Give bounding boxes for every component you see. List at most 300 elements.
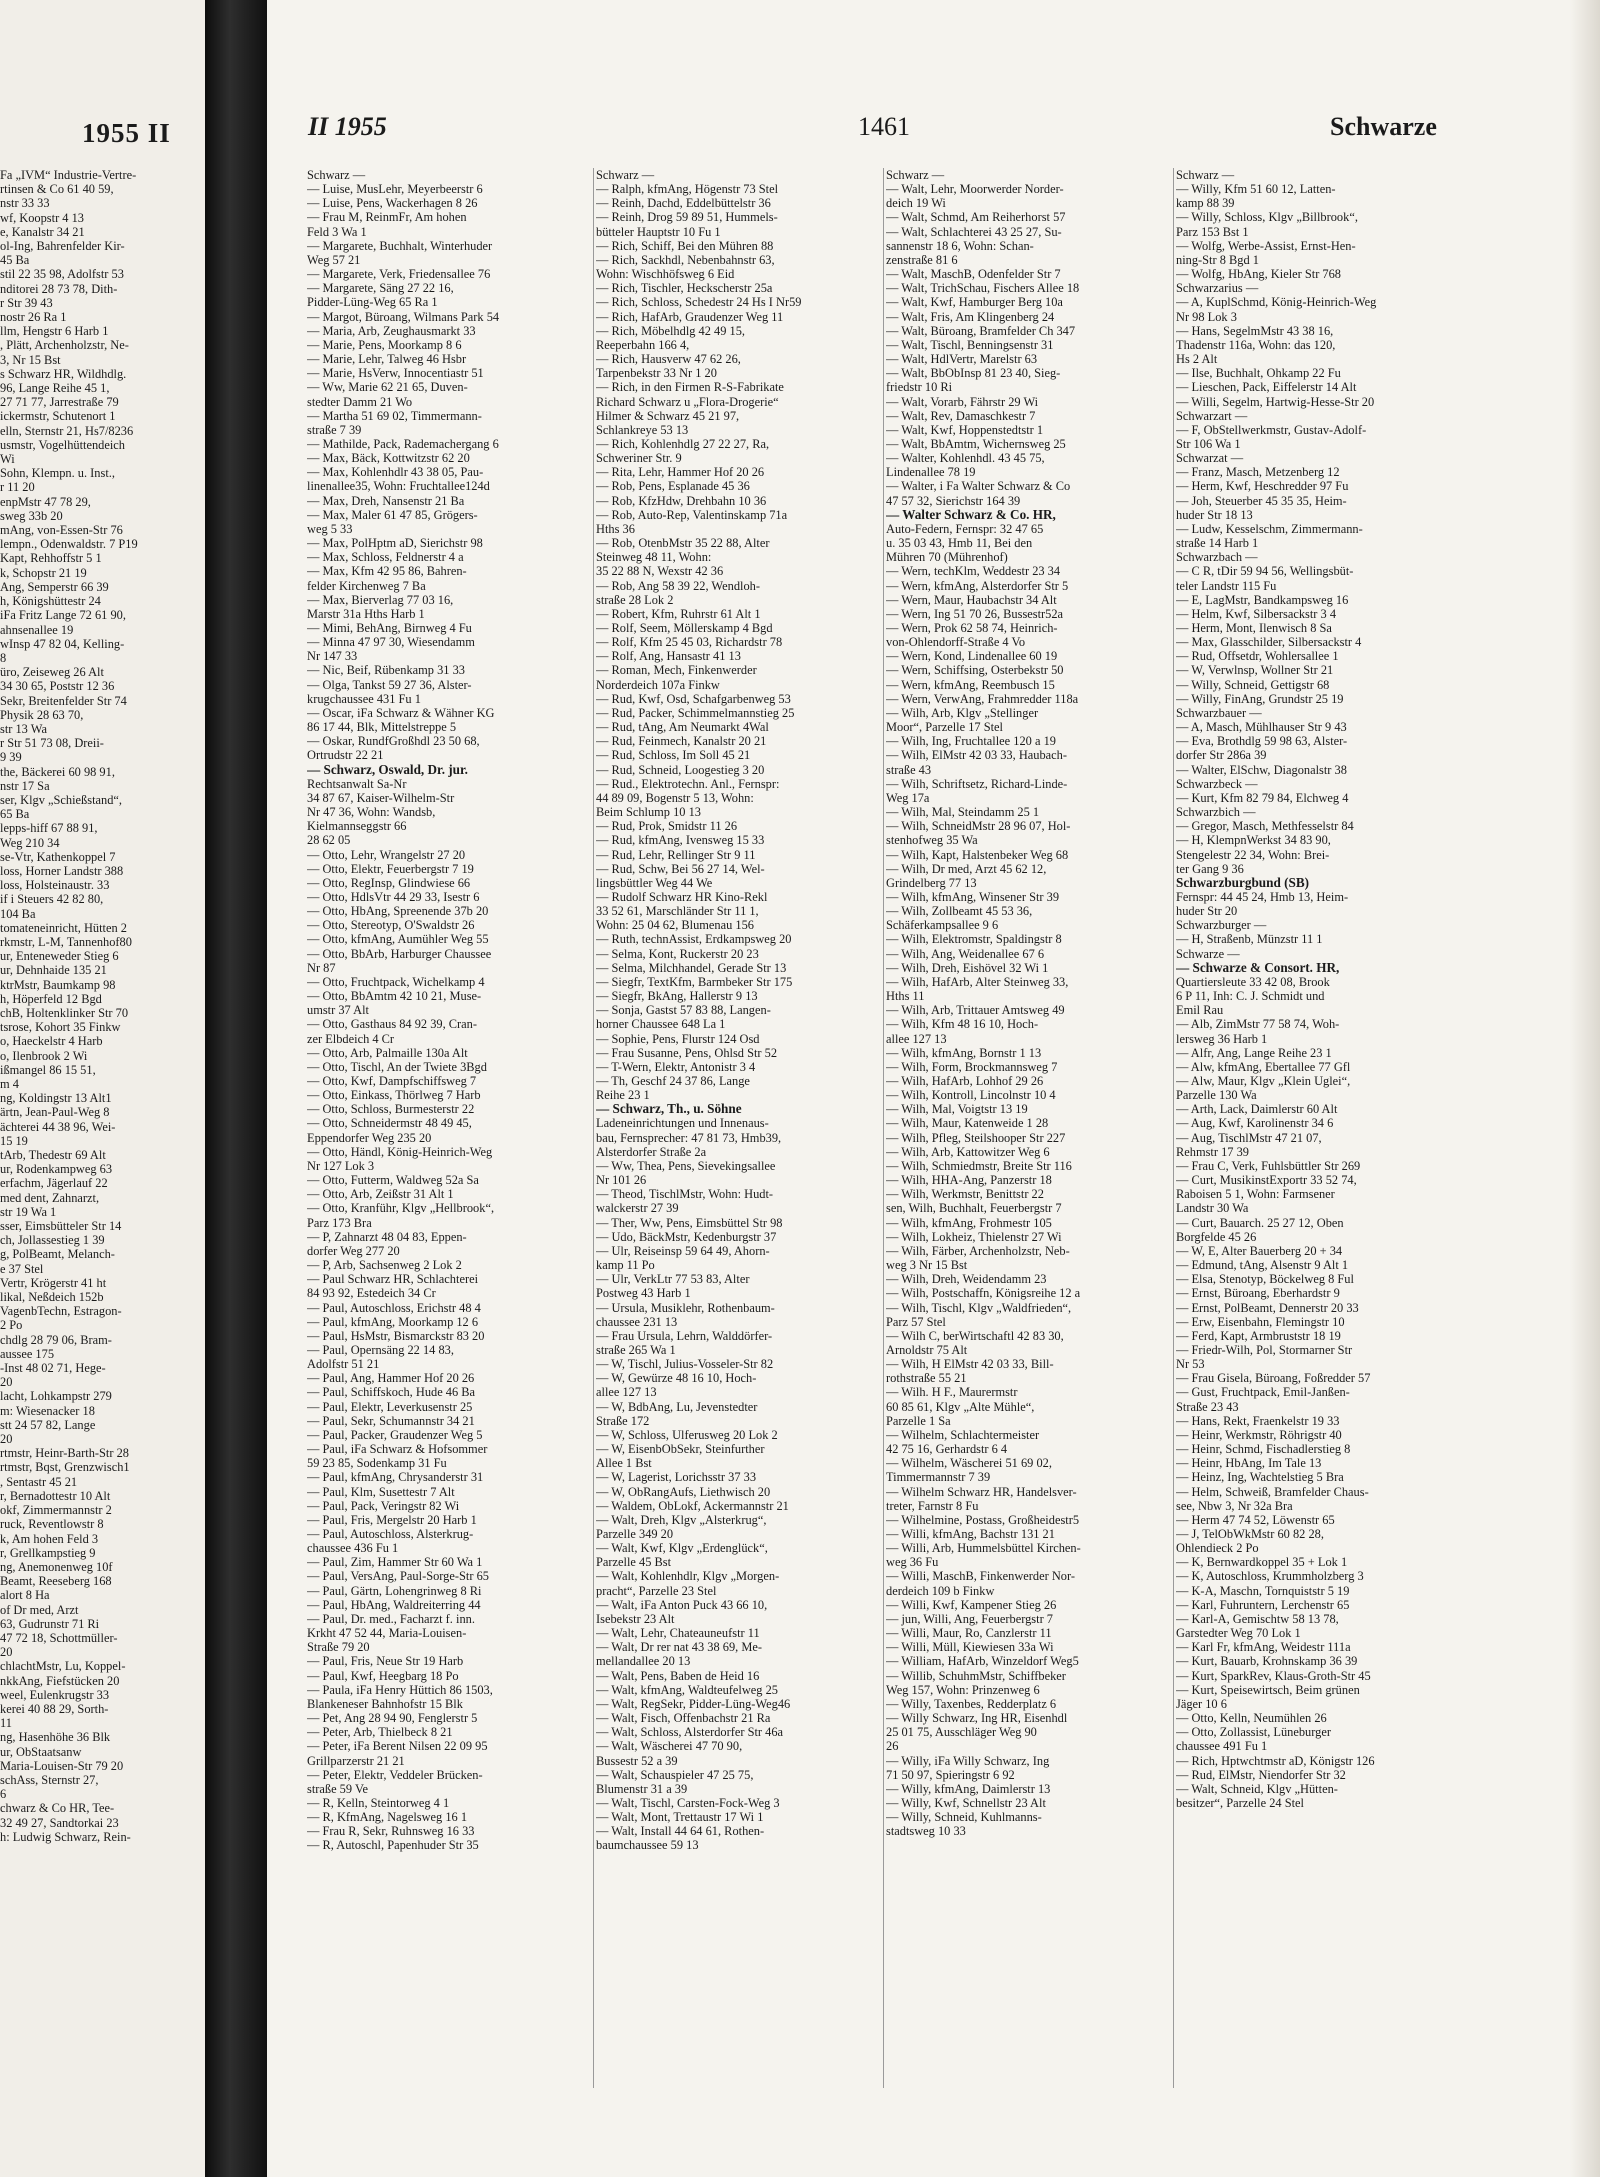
- directory-entry: Wohn: 25 04 62, Blumenau 156: [596, 918, 755, 933]
- directory-entry: Rechtsanwalt Sa-Nr: [307, 776, 407, 791]
- directory-entry: — Mimi, BehAng, Birnweg 4 Fu: [307, 621, 472, 635]
- directory-entry: Krkht 47 52 44, Maria-Louisen-: [307, 1626, 467, 1641]
- directory-entry: — Paul, Packer, Graudenzer Weg 5: [307, 1427, 483, 1442]
- directory-entry: — Rich, HafArb, Graudenzer Weg 11: [596, 309, 784, 324]
- directory-entry: — Wilh, Kontroll, Lincolnstr 10 4: [886, 1088, 1056, 1103]
- left-page: [0, 0, 205, 2177]
- directory-entry: — Willi, MaschB, Finkenwerder Nor-: [886, 1569, 1075, 1584]
- directory-entry: — Sophie, Pens, Flurstr 124 Osd: [596, 1031, 760, 1046]
- directory-entry: — Rob, Pens, Esplanade 45 36: [596, 479, 750, 494]
- directory-entry: — Otto, Futterm, Waldweg 52a Sa: [307, 1173, 479, 1188]
- directory-entry: — Erw, Eisenbahn, Flemingstr 10: [1176, 1314, 1345, 1329]
- directory-entry: Weg 210 34: [0, 835, 60, 850]
- directory-entry: — Otto, Tischl, An der Twiete 3Bgd: [307, 1059, 487, 1074]
- directory-entry: Isebekstr 23 Alt: [596, 1611, 675, 1626]
- directory-entry: — Schwarze & Consort. HR,: [1176, 960, 1340, 975]
- directory-entry: — Luise, Pens, Wackerhagen 8 26: [307, 196, 478, 211]
- directory-entry: — Wilhelm Schwarz HR, Handelsver-: [886, 1484, 1077, 1499]
- directory-entry: besitzer“, Parzelle 24 Stel: [1176, 1795, 1304, 1810]
- directory-entry: — Rich, Hausverw 47 62 26,: [596, 352, 741, 367]
- directory-entry: — Helm, Schweiß, Bramfelder Chaus-: [1176, 1484, 1369, 1499]
- directory-entry: o, Haeckelstr 4 Harb: [0, 1034, 103, 1049]
- directory-entry: — Otto, Kwf, Dampfschiffsweg 7: [307, 1074, 477, 1088]
- directory-entry: — Rud, Prok, Smidstr 11 26: [596, 819, 738, 834]
- directory-entry: Straße 172: [596, 1413, 650, 1428]
- directory-entry: stt 24 57 82, Lange: [0, 1417, 96, 1432]
- directory-entry: 44 89 09, Bogenstr 5 13, Wohn:: [596, 790, 754, 805]
- directory-entry: — Wilh, Pfleg, Steilshooper Str 227: [886, 1130, 1066, 1145]
- directory-entry: ur, Enteneweder Stieg 6: [0, 949, 119, 964]
- directory-entry: — Alw, kfmAng, Ebertallee 77 Gfl: [1176, 1059, 1351, 1074]
- directory-entry: g, PolBeamt, Melanch-: [0, 1247, 115, 1262]
- directory-entry: chaussee 231 13: [596, 1314, 678, 1329]
- directory-entry: — Willy, kfmAng, Daimlerstr 13: [886, 1781, 1051, 1796]
- directory-entry: Pidder-Lüng-Weg 65 Ra 1: [307, 295, 438, 310]
- directory-entry: — Wern, Maur, Haubachstr 34 Alt: [886, 592, 1057, 607]
- directory-entry: Tarpenbekstr 33 Nr 1 20: [596, 366, 717, 381]
- directory-entry: — Paul, Fris, Mergelstr 20 Harb 1: [307, 1512, 477, 1527]
- directory-entry: — Robert, Kfm, Ruhrstr 61 Alt 1: [596, 606, 761, 621]
- directory-entry: — Willy, Schneid, Kuhlmanns-: [886, 1810, 1042, 1825]
- directory-entry: — Rolf, Ang, Hansastr 41 13: [596, 649, 741, 664]
- directory-entry: kamp 88 39: [1176, 196, 1235, 211]
- directory-entry: — W, Lagerist, Lorichsstr 37 33: [596, 1470, 757, 1485]
- right-page-header-right: Schwarze: [1330, 112, 1437, 141]
- directory-entry: ur, Dehnhaide 135 21: [0, 963, 107, 978]
- directory-entry: — Alw, Maur, Klgv „Klein Uglei“,: [1176, 1074, 1351, 1088]
- directory-entry: Adolfstr 51 21: [307, 1357, 380, 1372]
- directory-entry: Str 106 Wa 1: [1176, 436, 1241, 451]
- directory-entry: Auto-Federn, Fernspr: 32 47 65: [886, 521, 1044, 536]
- directory-column-3: [886, 168, 1172, 1838]
- directory-entry: — Paul, Opernsäng 22 14 83,: [307, 1342, 454, 1357]
- directory-entry: Rehmstr 17 39: [1176, 1144, 1249, 1159]
- directory-entry: — Otto, Einkass, Thörlweg 7 Harb: [307, 1088, 481, 1103]
- directory-entry: — Heinz, Ing, Wachtelstieg 5 Bra: [1176, 1470, 1344, 1485]
- directory-entry: Garstedter Weg 70 Lok 1: [1176, 1626, 1301, 1641]
- directory-entry: — Peter, Elektr, Veddeler Brücken-: [307, 1767, 483, 1782]
- directory-entry: — A, KuplSchmd, König-Heinrich-Weg: [1176, 295, 1377, 310]
- directory-entry: rkmstr, L-M, Tannenhof80: [0, 934, 132, 949]
- directory-entry: — Wilh, Färber, Archenholzstr, Neb-: [886, 1243, 1070, 1258]
- directory-entry: huder Str 18 13: [1176, 507, 1253, 522]
- directory-entry: — Walter, Kohlenhdl. 43 45 75,: [886, 451, 1045, 466]
- directory-entry: okf, Zimmermannstr 2: [0, 1503, 112, 1518]
- directory-entry: — Wilh. H F., Maurermstr: [886, 1385, 1018, 1400]
- directory-entry: — Wilh, Form, Brockmannsweg 7: [886, 1059, 1058, 1074]
- directory-entry: sen, Wilh, Buchhalt, Feuerbergstr 7: [886, 1201, 1062, 1216]
- directory-entry: — Paul, Dr. med., Facharzt f. inn.: [307, 1611, 475, 1626]
- directory-entry: — Walter, ElSchw, Diagonalstr 38: [1176, 762, 1347, 777]
- directory-entry: chB, Holtenklinker Str 70: [0, 1005, 129, 1020]
- directory-entry: — Otto, BbAmtm 42 10 21, Muse-: [307, 989, 482, 1004]
- directory-entry: — Otto, Schloss, Burmesterstr 22: [307, 1102, 475, 1117]
- directory-entry: Parzelle 130 Wa: [1176, 1088, 1257, 1103]
- directory-entry: — Wilh, kfmAng, Frohmestr 105: [886, 1215, 1052, 1230]
- directory-entry: Ladeneinrichtungen und Innenaus-: [596, 1116, 769, 1131]
- directory-entry: — Otto, HbAng, Spreenende 37b 20: [307, 904, 489, 919]
- directory-entry: Weg 157, Wohn: Prinzenweg 6: [886, 1682, 1040, 1697]
- directory-entry: — Wilh, Dreh, Weidendamm 23: [886, 1272, 1047, 1287]
- directory-entry: — Wolfg, HbAng, Kieler Str 768: [1176, 267, 1341, 282]
- directory-entry: Parzelle 349 20: [596, 1527, 674, 1541]
- directory-entry: — Paul, kfmAng, Moorkamp 12 6: [307, 1314, 479, 1329]
- directory-entry: dorfer Str 286a 39: [1176, 748, 1267, 763]
- directory-entry: 104 Ba: [0, 906, 36, 921]
- directory-entry: r 11 20: [0, 480, 35, 495]
- directory-entry: — Otto, HdlsVtr 44 29 33, Isestr 6: [307, 889, 480, 904]
- directory-entry: Ang, Semperstr 66 39: [0, 579, 109, 594]
- directory-entry: — Rich, Schloss, Schedestr 24 Hs I Nr59: [596, 295, 802, 310]
- directory-entry: — Th, Geschf 24 37 86, Lange: [596, 1074, 750, 1088]
- directory-entry: ruck, Reventlowstr 8: [0, 1517, 104, 1532]
- directory-entry: straße 43: [886, 762, 932, 777]
- directory-entry: — Kurt, Kfm 82 79 84, Elchweg 4: [1176, 790, 1349, 805]
- directory-entry: Moor“, Parzelle 17 Stel: [886, 720, 1003, 735]
- directory-entry: Sekr, Breitenfelder Str 74: [0, 693, 127, 708]
- directory-entry: ur, Rodenkampweg 63: [0, 1162, 113, 1177]
- directory-entry: likal, Neßdeich 152b: [0, 1290, 104, 1305]
- directory-entry: — Frau R, Sekr, Ruhnsweg 16 33: [307, 1824, 475, 1839]
- directory-entry: felder Kirchenweg 7 Ba: [307, 578, 426, 593]
- directory-entry: — Rud, tAng, Am Neumarkt 4Wal: [596, 720, 769, 735]
- directory-entry: — Curt, MusikinstExportr 33 52 74,: [1176, 1173, 1357, 1188]
- directory-entry: Stengelestr 22 34, Wohn: Brei-: [1176, 847, 1330, 862]
- directory-entry: — Ferd, Kapt, Armbruststr 18 19: [1176, 1328, 1341, 1343]
- directory-entry: 47 57 32, Sierichstr 164 39: [886, 493, 1021, 508]
- directory-entry: — Paul, Kwf, Heegbarg 18 Po: [307, 1668, 459, 1683]
- directory-entry: — Max, Maler 61 47 85, Grögers-: [307, 507, 478, 522]
- directory-entry: — Willy, Taxenbes, Redderplatz 6: [886, 1696, 1057, 1711]
- directory-entry: — Wilh, kfmAng, Winsener Str 39: [886, 889, 1060, 904]
- directory-entry: straße 28 Lok 2: [596, 592, 674, 607]
- directory-entry: derdeich 109 b Finkw: [886, 1583, 995, 1598]
- directory-entry: — W, E, Alter Bauerberg 20 + 34: [1176, 1243, 1343, 1258]
- directory-entry: 86 17 44, Blk, Mittelstreppe 5: [307, 720, 457, 735]
- directory-entry: — Walter Schwarz & Co. HR,: [886, 507, 1056, 522]
- directory-entry: — Paul, Ang, Hammer Hof 20 26: [307, 1371, 475, 1386]
- directory-entry: — Max, Dreh, Nansenstr 21 Ba: [307, 493, 465, 508]
- directory-entry: Fernspr: 44 45 24, Hmb 13, Heim-: [1176, 889, 1349, 904]
- directory-entry: treter, Farnstr 8 Fu: [886, 1498, 979, 1513]
- directory-entry: ng, Anemonenweg 10f: [0, 1559, 113, 1574]
- directory-entry: — R, Autoschl, Papenhuder Str 35: [307, 1838, 479, 1853]
- directory-entry: — Wern, VerwAng, Frahmredder 118a: [886, 691, 1079, 706]
- directory-entry: — Mathilde, Pack, Rademachergang 6: [307, 436, 499, 451]
- directory-entry: — Wilh, Werkmstr, Benittstr 22: [886, 1187, 1044, 1202]
- directory-entry: 60 85 61, Klgv „Alte Mühle“,: [886, 1399, 1035, 1414]
- directory-entry: 47 72 18, Schottmüller-: [0, 1630, 118, 1645]
- directory-entry: — Rud, ElMstr, Niendorfer Str 32: [1176, 1767, 1346, 1782]
- directory-entry: -Inst 48 02 71, Hege-: [0, 1361, 106, 1376]
- directory-entry: tomateneinricht, Hütten 2: [0, 920, 127, 935]
- directory-entry: — Ludw, Kesselschm, Zimmermann-: [1176, 521, 1363, 536]
- directory-entry: — Ursula, Musiklehr, Rothenbaum-: [596, 1300, 775, 1315]
- directory-column-2: [596, 168, 881, 1853]
- directory-entry: stadtsweg 10 33: [886, 1824, 966, 1839]
- directory-entry: — Paul, Schiffskoch, Hude 46 Ba: [307, 1385, 476, 1400]
- directory-entry: 42 75 16, Gerhardstr 6 4: [886, 1442, 1008, 1457]
- directory-entry: straße 14 Harb 1: [1176, 536, 1259, 551]
- directory-entry: — Rolf, Kfm 25 45 03, Richardstr 78: [596, 635, 783, 650]
- directory-entry: sannenstr 18 6, Wohn: Schan-: [886, 238, 1034, 253]
- directory-entry: ning-Str 8 Bgd 1: [1176, 252, 1259, 267]
- directory-entry: h, Höperfeld 12 Bgd: [0, 991, 102, 1006]
- directory-entry: — Siegfr, BkAng, Hallerstr 9 13: [596, 989, 758, 1004]
- directory-entry: — Wilh, HafArb, Alter Steinweg 33,: [886, 974, 1069, 989]
- directory-entry: Grindelberg 77 13: [886, 875, 977, 890]
- directory-entry: — Karl, Fuhruntern, Lerchenstr 65: [1176, 1597, 1350, 1612]
- directory-entry: — jun, Willi, Ang, Feuerbergstr 7: [886, 1611, 1053, 1626]
- directory-entry: Schwarz —: [1176, 168, 1235, 182]
- directory-entry: — Walt, Dr rer nat 43 38 69, Me-: [596, 1640, 763, 1655]
- directory-entry: — Walt, Schneid, Klgv „Hütten-: [1176, 1781, 1338, 1796]
- directory-entry: — Max, Kfm 42 95 86, Bahren-: [307, 564, 467, 579]
- directory-entry: — Walt, kfmAng, Waldteufelweg 25: [596, 1682, 778, 1697]
- directory-entry: — Peter, Arb, Thielbeck 8 21: [307, 1725, 453, 1740]
- directory-entry: ickermstr, Schutenort 1: [0, 409, 116, 424]
- directory-entry: Richard Schwarz u „Flora-Drogerie“: [596, 394, 779, 409]
- directory-entry: — Wilh, Ing, Fruchtallee 120 a 19: [886, 734, 1056, 749]
- directory-entry: — Udo, BäckMstr, Kedenburgstr 37: [596, 1229, 777, 1244]
- directory-entry: ächterei 44 38 96, Wei-: [0, 1119, 116, 1134]
- directory-entry: Nr 147 33: [307, 649, 358, 664]
- directory-entry: — Wilh, Lokheiz, Thielenstr 27 Wi: [886, 1229, 1062, 1244]
- directory-entry: — K, Bernwardkoppel 35 + Lok 1: [1176, 1555, 1348, 1570]
- directory-entry: — Wilhelmine, Postass, Großheidestr5: [886, 1512, 1080, 1527]
- directory-entry: — Paul Schwarz HR, Schlachterei: [307, 1272, 479, 1287]
- directory-entry: — Walt, Büroang, Bramfelder Ch 347: [886, 323, 1076, 338]
- directory-entry: — Walt, MaschB, Odenfelder Str 7: [886, 267, 1061, 282]
- directory-entry: lempn., Odenwaldstr. 7 P19: [0, 537, 138, 552]
- column-rule: [1173, 168, 1174, 2088]
- directory-entry: linenallee35, Wohn: Fruchtallee124d: [307, 479, 490, 494]
- directory-entry: kerei 40 88 29, Sorth-: [0, 1701, 109, 1716]
- directory-entry: Schwarzbauer —: [1176, 705, 1262, 720]
- directory-entry: Nr 127 Lok 3: [307, 1158, 375, 1173]
- directory-entry: — Karl Fr, kfmAng, Weidestr 111a: [1176, 1640, 1351, 1655]
- directory-entry: Thadenstr 116a, Wohn: das 120,: [1176, 337, 1336, 352]
- directory-entry: — Otto, Kelln, Neumühlen 26: [1176, 1711, 1327, 1726]
- directory-entry: — Willy, Kfm 51 60 12, Latten-: [1176, 182, 1336, 197]
- directory-entry: Mühren 70 (Mührenhof): [886, 550, 1008, 565]
- directory-entry: — Oskar, RundfGroßhdl 23 50 68,: [307, 734, 480, 749]
- directory-entry: Straße 79 20: [307, 1640, 370, 1655]
- directory-entry: — A, Masch, Mühlhauser Str 9 43: [1176, 720, 1347, 735]
- directory-entry: Feld 3 Wa 1: [307, 224, 367, 239]
- directory-entry: , Plätt, Archenholzstr, Ne-: [0, 338, 129, 353]
- directory-entry: ärtn, Jean-Paul-Weg 8: [0, 1105, 110, 1120]
- directory-entry: stedter Damm 21 Wo: [307, 394, 413, 409]
- directory-entry: horner Chaussee 648 La 1: [596, 1017, 726, 1032]
- directory-entry: straße 7 39: [307, 422, 362, 437]
- page-number: 1461: [858, 112, 910, 141]
- directory-entry: — Wilh, HHA-Ang, Panzerstr 18: [886, 1173, 1052, 1188]
- directory-entry: ol-Ing, Bahrenfelder Kir-: [0, 239, 125, 254]
- directory-column-1: [307, 168, 592, 1853]
- directory-entry: — Otto, Zollassist, Lüneburger: [1176, 1725, 1331, 1740]
- directory-entry: — Wern, kfmAng, Reembusch 15: [886, 677, 1055, 692]
- directory-entry: Schwarze —: [1176, 946, 1240, 961]
- directory-entry: Jäger 10 6: [1176, 1696, 1227, 1711]
- directory-entry: — Hans, SegelmMstr 43 38 16,: [1176, 323, 1334, 338]
- directory-entry: — Paul, VersAng, Paul-Sorge-Str 65: [307, 1569, 489, 1584]
- directory-entry: Ohlendieck 2 Po: [1176, 1541, 1259, 1556]
- directory-entry: — Frau C, Verk, Fuhlsbüttler Str 269: [1176, 1158, 1361, 1173]
- directory-entry: — Otto, Schneidermstr 48 49 45,: [307, 1116, 472, 1131]
- directory-entry: r, Grellkampstieg 9: [0, 1545, 96, 1560]
- directory-entry: Parzelle 45 Bst: [596, 1555, 672, 1570]
- directory-entry: Marstr 31a Hths Harb 1: [307, 606, 425, 621]
- directory-entry: Landstr 30 Wa: [1176, 1201, 1249, 1216]
- directory-entry: — Joh, Steuerber 45 35 35, Heim-: [1176, 493, 1347, 508]
- directory-entry: h, Königshüttestr 24: [0, 594, 101, 609]
- directory-entry: o, Ilenbrook 2 Wi: [0, 1048, 88, 1063]
- directory-entry: lersweg 36 Harb 1: [1176, 1031, 1268, 1046]
- directory-entry: — Paul, Elektr, Leverkusenstr 25: [307, 1399, 473, 1414]
- directory-entry: — Heinr, Schmd, Fischadlerstieg 8: [1176, 1442, 1351, 1457]
- directory-entry: — Alfr, Ang, Lange Reihe 23 1: [1176, 1045, 1332, 1060]
- directory-entry: — Herm 47 74 52, Löwenstr 65: [1176, 1512, 1335, 1527]
- directory-entry: — Wern, Kond, Lindenallee 60 19: [886, 649, 1058, 664]
- directory-entry: — Walt, Rev, Damaschkestr 7: [886, 408, 1036, 423]
- directory-entry: 6: [0, 1787, 7, 1802]
- directory-entry: Schwarzbich —: [1176, 805, 1256, 820]
- directory-entry: — Walt, iFa Anton Puck 43 66 10,: [596, 1597, 768, 1612]
- directory-entry: Timmermannstr 7 39: [886, 1470, 991, 1485]
- directory-entry: sweg 33b 20: [0, 508, 63, 523]
- directory-entry: — Willy, iFa Willy Schwarz, Ing: [886, 1753, 1050, 1768]
- directory-entry: — Rich, Hptwchtmstr aD, Königstr 126: [1176, 1753, 1375, 1768]
- directory-entry: — Wilh, Arb, Klgv „Stellinger: [886, 705, 1039, 720]
- directory-entry: of Dr med, Arzt: [0, 1602, 79, 1617]
- directory-entry: üro, Zeiseweg 26 Alt: [0, 665, 104, 680]
- directory-entry: — Martha 51 69 02, Timmermann-: [307, 408, 482, 423]
- directory-entry: Steinweg 48 11, Wohn:: [596, 550, 712, 565]
- directory-entry: straße 265 Wa 1: [596, 1342, 676, 1357]
- directory-entry: Reeperbahn 166 4,: [596, 337, 690, 352]
- directory-entry: — W, Schloss, Ulferusweg 20 Lok 2: [596, 1427, 778, 1442]
- directory-entry: — Wilh, Schriftsetz, Richard-Linde-: [886, 776, 1068, 791]
- directory-entry: — Wilh, Elektromstr, Spaldingstr 8: [886, 932, 1062, 947]
- directory-entry: — R, KfmAng, Nagelsweg 16 1: [307, 1810, 468, 1825]
- directory-entry: allee 127 13: [596, 1385, 657, 1400]
- directory-entry: — Olga, Tankst 59 27 36, Alster-: [307, 677, 472, 692]
- directory-entry: — Elsa, Stenotyp, Böckelweg 8 Ful: [1176, 1272, 1354, 1287]
- directory-entry: — Walt, Vorarb, Fährstr 29 Wi: [886, 394, 1039, 409]
- directory-entry: 9 39: [0, 750, 22, 765]
- directory-entry: — Paul, Autoschloss, Alsterkrug-: [307, 1527, 474, 1541]
- directory-entry: — Ulr, Reiseinsp 59 64 49, Ahorn-: [596, 1243, 770, 1258]
- directory-entry: umstr 37 Alt: [307, 1003, 369, 1018]
- directory-entry: se-Vtr, Kathenkoppel 7: [0, 849, 116, 864]
- directory-entry: 34 30 65, Poststr 12 36: [0, 679, 115, 694]
- directory-entry: — Wern, techKlm, Weddestr 23 34: [886, 564, 1061, 579]
- directory-entry: — Max, Glasschilder, Silbersackstr 4: [1176, 635, 1362, 650]
- directory-entry: weel, Eulenkrugstr 33: [0, 1687, 110, 1702]
- directory-entry: 25 01 75, Ausschläger Weg 90: [886, 1725, 1037, 1740]
- directory-entry: — Wilh, Maur, Katenweide 1 28: [886, 1116, 1049, 1131]
- directory-entry: — Ilse, Buchhalt, Ohkamp 22 Fu: [1176, 366, 1341, 381]
- directory-entry: nstr 17 Sa: [0, 778, 50, 793]
- directory-entry: huder Str 20: [1176, 904, 1238, 919]
- directory-entry: — Frau Ursula, Lehrn, Walddörfer-: [596, 1328, 773, 1343]
- directory-entry: — Frau M, ReinmFr, Am hohen: [307, 210, 467, 225]
- directory-entry: — Wilh C, berWirtschaftl 42 83 30,: [886, 1328, 1064, 1343]
- directory-entry: — Wern, Prok 62 58 74, Heinrich-: [886, 621, 1058, 635]
- directory-entry: — Selma, Milchhandel, Gerade Str 13: [596, 960, 787, 975]
- directory-entry: Weg 57 21: [307, 252, 361, 267]
- directory-entry: — Paul, kfmAng, Chrysanderstr 31: [307, 1470, 484, 1485]
- directory-entry: — Edmund, tAng, Alsenstr 9 Alt 1: [1176, 1258, 1349, 1273]
- directory-entry: — Walt, Kwf, Hamburger Berg 10a: [886, 295, 1063, 310]
- directory-entry: — Marie, HsVerw, Innocentiastr 51: [307, 366, 484, 381]
- directory-entry: erfachm, Jägerlauf 22: [0, 1176, 108, 1191]
- directory-entry: — K-A, Maschn, Tornquiststr 5 19: [1176, 1583, 1350, 1598]
- directory-entry: s Schwarz HR, Wildhdlg.: [0, 366, 127, 381]
- directory-entry: Blumenstr 31 a 39: [596, 1781, 688, 1796]
- directory-entry: ahnsenallee 19: [0, 622, 74, 637]
- directory-entry: wf, Koopstr 4 13: [0, 210, 84, 225]
- directory-entry: rtmstr, Heinr-Barth-Str 28: [0, 1446, 129, 1461]
- directory-entry: — R, Kelln, Steintorweg 4 1: [307, 1795, 450, 1810]
- directory-entry: — Walt, Schloss, Alsterdorfer Str 46a: [596, 1725, 784, 1740]
- directory-entry: — Max, Bierverlag 77 03 16,: [307, 592, 454, 607]
- directory-entry: Parzelle 1 Sa: [886, 1413, 951, 1428]
- directory-entry: — Otto, Lehr, Wrangelstr 27 20: [307, 847, 466, 862]
- directory-entry: — P, Arb, Sachsenweg 2 Lok 2: [307, 1258, 462, 1273]
- directory-entry: walckerstr 27 39: [596, 1201, 679, 1216]
- directory-entry: 34 87 67, Kaiser-Wilhelm-Str: [307, 790, 455, 805]
- directory-entry: — W, Gewürze 48 16 10, Hoch-: [596, 1371, 757, 1386]
- directory-entry: — Wilh, Arb, Kattowitzer Weg 6: [886, 1144, 1050, 1159]
- directory-entry: — W, Verwlnsp, Wollner Str 21: [1176, 663, 1334, 678]
- directory-entry: — Willy, Schloss, Klgv „Billbrook“,: [1176, 210, 1358, 225]
- directory-entry: — Paul, HbAng, Waldreiterring 44: [307, 1597, 481, 1612]
- directory-entry: — Willi, Segelm, Hartwig-Hesse-Str 20: [1176, 394, 1375, 409]
- directory-entry: — Otto, Stereotyp, O'Swaldstr 26: [307, 918, 475, 933]
- directory-entry: alort 8 Ha: [0, 1588, 50, 1603]
- directory-entry: — Rud, Kwf, Osd, Schafgarbenweg 53: [596, 691, 791, 706]
- directory-entry: — Walt, Tischl, Carsten-Fock-Weg 3: [596, 1795, 780, 1810]
- directory-entry: Lindenallee 78 19: [886, 465, 976, 480]
- directory-entry: h: Ludwig Schwarz, Rein-: [0, 1829, 131, 1844]
- directory-entry: Ortrudstr 22 21: [307, 748, 384, 763]
- directory-entry: 27 71 77, Jarrestraße 79: [0, 395, 119, 410]
- directory-entry: nstr 33 33: [0, 196, 50, 211]
- directory-entry: — E, LagMstr, Bandkampsweg 16: [1176, 592, 1349, 607]
- directory-entry: — Wern, Schiffsing, Osterbekstr 50: [886, 663, 1064, 678]
- directory-entry: — Wilh, Kapt, Halstenbeker Weg 68: [886, 847, 1069, 862]
- directory-entry: — Wilh, H ElMstr 42 03 33, Bill-: [886, 1357, 1054, 1372]
- directory-entry: iFa Fritz Lange 72 61 90,: [0, 608, 126, 623]
- directory-entry: — Wilhelm, Schlachtermeister: [886, 1427, 1040, 1442]
- directory-entry: Raboisen 5 1, Wohn: Farmsener: [1176, 1187, 1335, 1202]
- directory-entry: Schwarz —: [886, 168, 945, 182]
- directory-entry: — Gust, Fruchtpack, Emil-Janßen-: [1176, 1385, 1350, 1400]
- directory-entry: — Wilh, Kfm 48 16 10, Hoch-: [886, 1017, 1039, 1032]
- directory-entry: wInsp 47 82 04, Kelling-: [0, 636, 125, 651]
- directory-entry: Kapt, Rehhoffstr 5 1: [0, 551, 102, 566]
- directory-entry: — Walt, RegSekr, Pidder-Lüng-Weg46: [596, 1696, 791, 1711]
- directory-entry: — Margarete, Säng 27 22 16,: [307, 281, 454, 296]
- directory-entry: schAss, Sternstr 27,: [0, 1772, 99, 1787]
- directory-entry: Nr 98 Lok 3: [1176, 309, 1237, 324]
- directory-entry: — Wilh, Postschaffn, Königsreihe 12 a: [886, 1286, 1081, 1301]
- directory-entry: — Max, PolHptm aD, Sierichstr 98: [307, 536, 483, 551]
- directory-entry: — Walt, Fisch, Offenbachstr 21 Ra: [596, 1711, 771, 1726]
- directory-entry: loss, Holsteinaustr. 33: [0, 878, 110, 893]
